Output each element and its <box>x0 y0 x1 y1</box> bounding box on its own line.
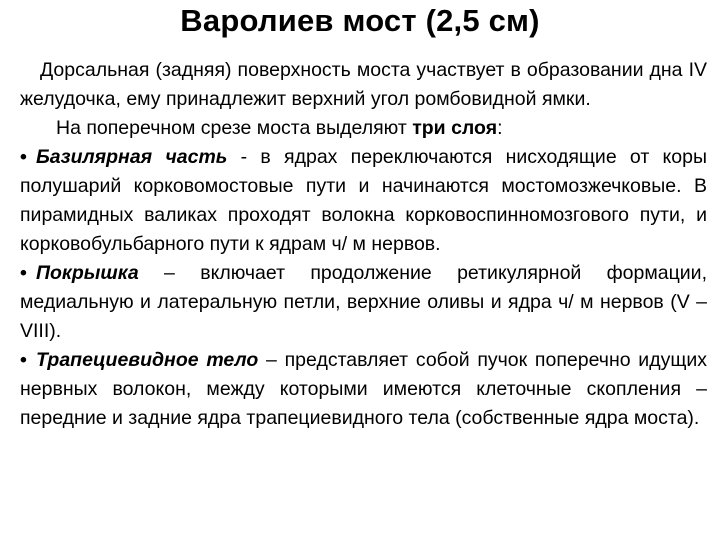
layer-item-basilar <box>20 143 707 259</box>
layers-lead-colon: : <box>497 117 503 139</box>
layers-lead-emphasis: три слоя <box>412 117 498 139</box>
intro-paragraph: Дорсальная (задняя) поверхность моста участвует в образовании дна IV желудочка, ему принадлежит верхний угол ромбовидной ямки. <box>20 59 707 110</box>
layer-description: – включает продолжение ретикулярной формации, медиальную и латеральную петли, верхние оливы и ядра ч/ м нервов (V – VIII). <box>20 262 707 342</box>
layer-term: Покрышка <box>36 262 139 284</box>
layers-lead-text: На поперечном срезе моста выделяют <box>56 117 413 139</box>
layer-description: – представляет собой пучок поперечно идущих нервных волокон, между которыми имеются клеточные скопления – передние и задние ядра трапециевидного тела (собственные ядра моста). <box>20 349 708 429</box>
layer-item-trapezoid <box>20 346 707 433</box>
layer-term: Базилярная часть <box>36 146 228 168</box>
layers-lead-paragraph <box>20 114 707 143</box>
slide-title: Варолиев мост (2,5 см) <box>180 3 540 38</box>
layer-description: - в ядрах переключаются нисходящие от коры полушарий корковомостовые пути и начинаются мостомозжечковые. В пирамидных валиках проходят волокна корковоспинномозгового пути, и корковобульбарного пути к ядрам ч/ м нервов. <box>20 146 707 255</box>
slide-body <box>20 56 707 433</box>
layer-term: Трапециевидное тело <box>36 349 259 371</box>
layer-item-tegmentum <box>20 259 707 346</box>
